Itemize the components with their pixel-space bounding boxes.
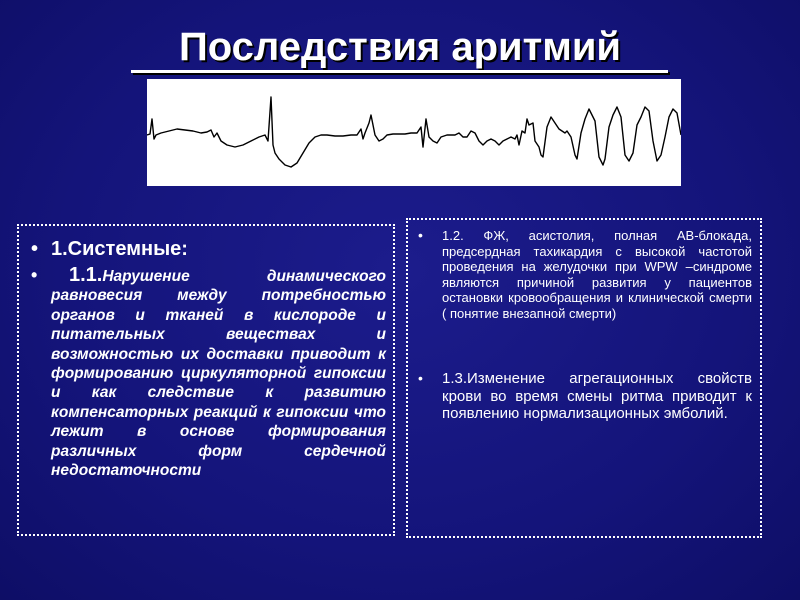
ecg-strip-image — [147, 79, 681, 186]
subpoint-number: 1.1. — [69, 264, 103, 286]
systemic-heading-item — [31, 236, 381, 262]
subpoint-1-2-text: 1.2. ФЖ, асистолия, полная АВ-блокада, предсердная тахикардия с высокой частотой проведения на желудочки при WPW –синдроме являются причиной развития у пациентов остановки кровообращения и клинической смерти ( понятие внезапной смерти) — [442, 228, 752, 321]
ecg-trace — [147, 79, 681, 186]
slide-title: Последствия аритмий — [179, 25, 621, 69]
subpoint-1-1-text: Нарушение динамического равновесия между потребностью органов и тканей в кислороде и питательных веществах и возможностью их доставки приводит к формированию циркуляторной гипоксии и как следствие к развитию компенсаторных реакций к гипоксии что лежит в основе формирования различных форм сердечной недостаточности — [51, 268, 386, 480]
fatal-effects-panel — [406, 218, 762, 538]
subpoint-1-3-item — [418, 370, 752, 423]
subpoint-1-2-item — [418, 228, 752, 321]
systemic-heading: 1.Системные: — [51, 238, 188, 260]
bullet-icon: • — [31, 238, 39, 260]
systemic-effects-panel — [17, 224, 395, 536]
subpoint-1-3-text: 1.3.Изменение агрегационных свойств крови во время смены ритма приводит к появлению нормализационных эмболий. — [442, 370, 752, 423]
subpoint-1-1-item — [31, 266, 386, 480]
title-underline — [131, 70, 668, 73]
bullet-icon: • — [418, 370, 423, 386]
bullet-icon: • — [418, 227, 423, 243]
bullet-icon: • — [31, 265, 38, 285]
subpoint-1-1-paragraph — [51, 266, 386, 480]
